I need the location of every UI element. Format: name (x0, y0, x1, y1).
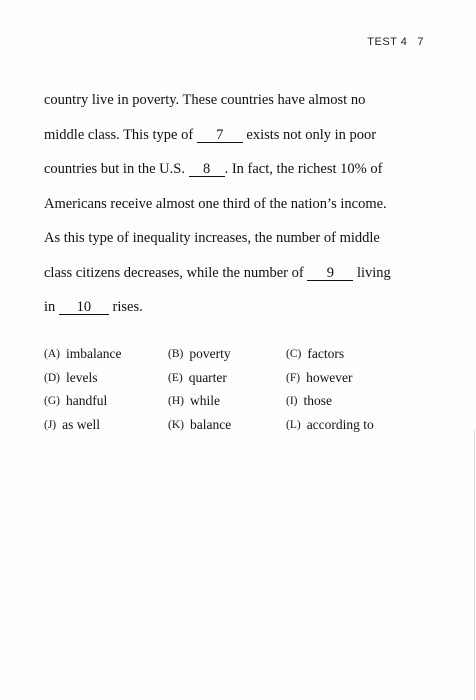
option-text: handful (65, 393, 108, 408)
option-letter: (J) (44, 418, 57, 431)
option-text: balance (189, 416, 232, 432)
option-text: poverty (189, 346, 231, 361)
passage-line (44, 159, 444, 194)
blank-9: 9 (307, 266, 353, 281)
passage-text-segment: exists not only in poor (242, 126, 377, 143)
option-a (44, 344, 168, 368)
option-letter: (H) (168, 395, 184, 407)
passage-text-segment: Americans receive almost one third of the nation’s income. (44, 195, 387, 212)
passage-line (44, 90, 444, 125)
page-number: 7 (417, 36, 424, 48)
passage-text-segment: middle class. This type of (44, 126, 197, 143)
passage-text-segment: in (44, 299, 59, 315)
option-letter: (L) (286, 418, 301, 431)
passage-text-segment: living (353, 264, 391, 281)
options-row (44, 415, 444, 439)
option-d (44, 368, 168, 392)
passage-text-segment: class citizens decreases, while the number of (44, 264, 308, 281)
option-b (168, 344, 286, 368)
blank-8: 8 (189, 162, 225, 177)
option-i (286, 391, 426, 415)
option-e (168, 368, 286, 392)
option-letter: (B) (168, 348, 184, 360)
blank-10: 10 (59, 300, 109, 315)
page-header (367, 36, 424, 48)
passage-text-segment: rises. (108, 299, 143, 315)
option-letter: (F) (286, 371, 301, 384)
options-row (44, 368, 444, 392)
option-text: factors (307, 346, 345, 361)
option-text: quarter (188, 369, 227, 385)
passage-text (44, 90, 444, 332)
blank-7: 7 (197, 128, 243, 143)
option-letter: (G) (44, 395, 60, 407)
options-row (44, 391, 444, 415)
option-letter: (E) (168, 371, 183, 384)
passage-line (44, 194, 444, 229)
option-text: as well (62, 416, 101, 432)
option-letter: (A) (44, 348, 60, 360)
option-l (286, 415, 426, 439)
passage-line (44, 228, 444, 263)
option-k (168, 415, 286, 439)
option-text: however (306, 369, 353, 385)
scan-edge-divider (474, 430, 475, 700)
option-letter: (K) (168, 418, 184, 431)
passage-text-segment: countries but in the U.S. (44, 161, 189, 177)
options-row (44, 344, 444, 368)
option-text: while (189, 393, 220, 408)
test-label: TEST 4 (367, 36, 408, 48)
passage-text-segment: country live in poverty. These countries have almost no (44, 92, 366, 108)
option-letter: (I) (286, 395, 298, 407)
option-text: according to (306, 416, 374, 432)
passage-line (44, 297, 444, 332)
option-c (286, 344, 426, 368)
answer-options (44, 344, 444, 438)
option-letter: (D) (44, 371, 60, 384)
option-f (286, 368, 426, 392)
passage-text-segment: As this type of inequality increases, the number of middle (44, 230, 380, 246)
passage-line (44, 125, 444, 160)
passage-line (44, 263, 444, 298)
option-text: those (303, 393, 332, 408)
option-h (168, 391, 286, 415)
option-text: levels (65, 369, 98, 385)
option-letter: (C) (286, 348, 302, 360)
passage-text-segment: . In fact, the richest 10% of (224, 161, 383, 177)
option-j (44, 415, 168, 439)
option-text: imbalance (65, 346, 122, 361)
option-g (44, 391, 168, 415)
